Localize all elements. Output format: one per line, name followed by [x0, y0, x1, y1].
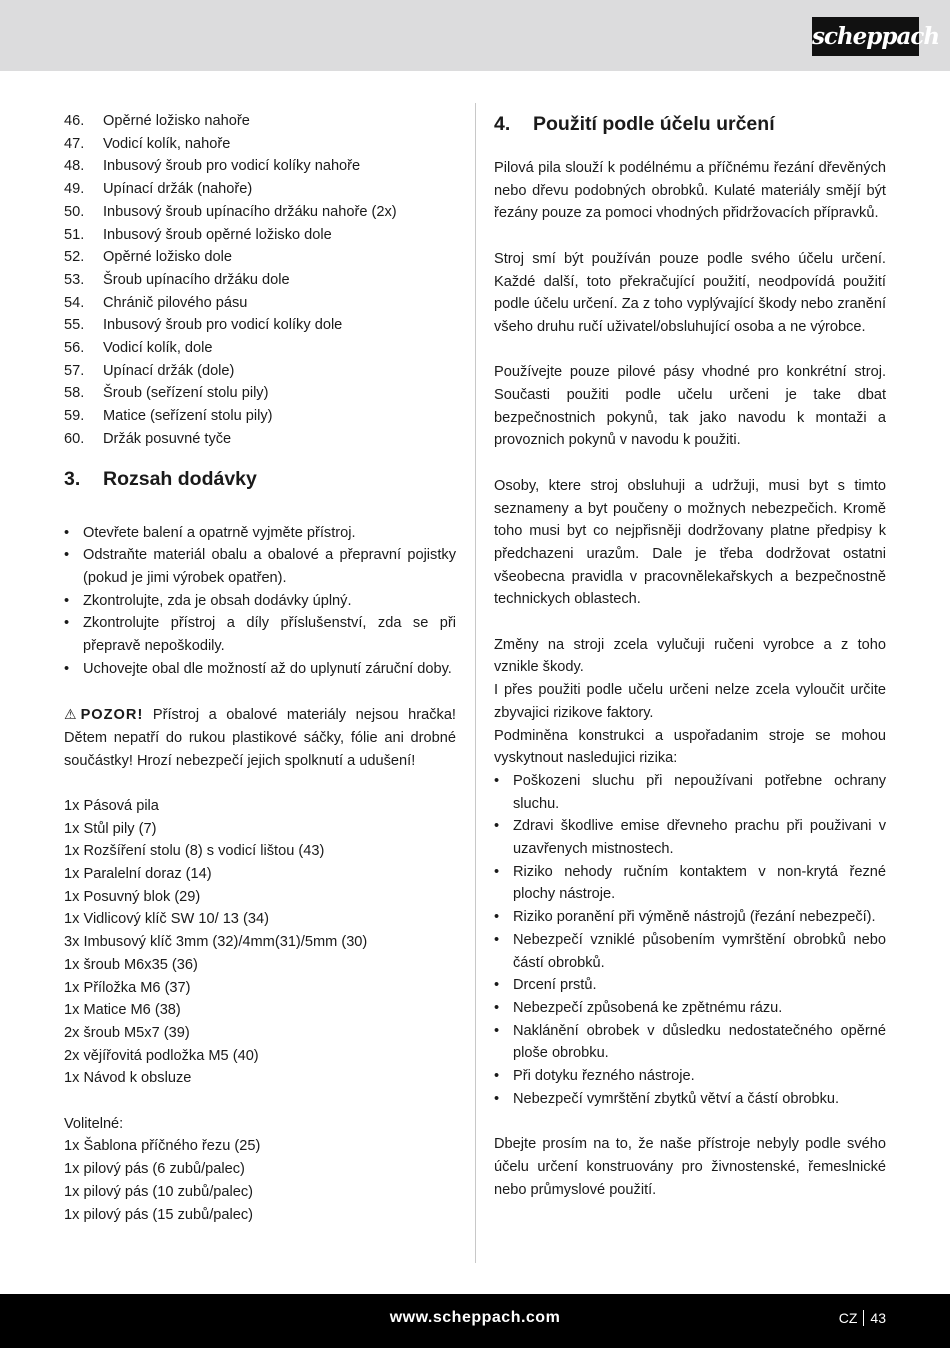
list-item: 1x pilový pás (10 zubů/palec)	[64, 1183, 254, 1200]
list-item: • Nebezpečí vzniklé působením vymrštění obrobků nebo částí obrobků.	[494, 931, 886, 971]
list-item: 53. Šroub upínacího držáku dole	[64, 271, 290, 288]
list-item: 1x Šablona příčného řezu (25)	[64, 1138, 261, 1155]
list-item: 48. Inbusový šroub pro vodicí kolíky nahoře	[64, 158, 361, 175]
page-number: 43	[870, 1310, 886, 1326]
header-bar	[0, 0, 950, 71]
list-item: 1x šroub M6x35 (36)	[64, 956, 198, 973]
list-item: 1x Rozšíření stolu (8) s vodicí lištou (43)	[64, 843, 325, 860]
list-item: 1x Příložka M6 (37)	[64, 979, 191, 996]
list-item: 1x Vidlicový klíč SW 10/ 13 (34)	[64, 911, 269, 928]
delivery-scope-list	[64, 795, 456, 1090]
paragraph: Osoby, ktere stroj obsluhuji a udržuji, musi byt s timto seznameny a byt poučeny o možnych nebezpečich. Kromě toho musi byt co nejpřisněji dodržovany platne předpisy k předchazeni urazům. Dale je třeba dodržovat ostatni všeobecna pravidla v pracovnělekařskych a bezpečnostně technickych oblastech.	[494, 477, 886, 608]
list-item: • Zkontrolujte, zda je obsah dodávky úplný.	[64, 592, 352, 609]
footer-bar	[0, 1294, 950, 1348]
list-item: • Otevřete balení a opatrně vyjměte přístroj.	[64, 524, 356, 541]
website-link[interactable]: www.scheppach.com	[389, 1309, 561, 1326]
list-item: 47. Vodicí kolík, nahoře	[64, 135, 231, 152]
list-item: 54. Chránič pilového pásu	[64, 294, 248, 311]
list-item: • Poškozeni sluchu při nepoužívani potřebne ochrany sluchu.	[494, 772, 886, 812]
list-item: • Uchovejte obal dle možností až do uplynutí záruční doby.	[64, 660, 452, 677]
list-item: 1x Stůl pily (7)	[64, 820, 157, 837]
list-item: • Riziko nehody ručním kontaktem v non-krytá řezné plochy nástroje.	[494, 863, 886, 903]
list-item: 2x šroub M5x7 (39)	[64, 1024, 190, 1041]
list-item: 55. Inbusový šroub pro vodicí kolíky dole	[64, 317, 343, 334]
list-item: • Riziko poranění při výměně nástrojů (řezání nebezpečí).	[494, 909, 876, 926]
language-code: CZ	[838, 1310, 858, 1326]
list-item: 3x Imbusový klíč 3mm (32)/4mm(31)/5mm (30)	[64, 934, 368, 951]
list-item: 49. Upínací držák (nahoře)	[64, 181, 253, 198]
list-item: 1x Pásová pila	[64, 797, 159, 814]
page-info	[839, 1310, 886, 1326]
list-item: • Nebezpečí způsobená ke zpětnému rázu.	[494, 999, 783, 1016]
list-item: 2x vějířovitá podložka M5 (40)	[64, 1047, 259, 1064]
list-item: 1x pilový pás (15 zubů/palec)	[64, 1206, 254, 1223]
scheppach-logo: scheppach	[812, 17, 919, 56]
parts-list	[64, 110, 456, 451]
list-item: 1x Paralelní doraz (14)	[64, 866, 212, 883]
optional-list	[64, 1135, 456, 1226]
list-item: 52. Opěrné ložisko dole	[64, 249, 232, 266]
list-item: 1x Návod k obsluze	[64, 1070, 192, 1087]
section-heading-intended-use: 4. Použití podle účelu určení	[494, 113, 775, 135]
list-item: 51. Inbusový šroub opěrné ložisko dole	[64, 226, 332, 243]
list-item: • Naklánění obrobek v důsledku nedostatečného opěrné ploše obrobku.	[494, 1022, 886, 1062]
warning-paragraph: ⚠ POZOR! Přístroj a obalové materiály nejsou hračka! Dětem nepatří do rukou plastikové sáčky, fólie ani drobné součástky! Hrozí nebezpečí jejich spolknutí a udušení!	[64, 703, 456, 772]
list-item: • Drcení prstů.	[494, 977, 597, 994]
risk-bullets	[494, 770, 886, 1111]
paragraph: Pilová pila slouží k podélnému a příčnému řezání dřevěných nebo dřevu podobných obrobků. Kulaté materiály smějí být řezány pouze za pomoci vhodných přidržovacích přípravků.	[494, 160, 886, 222]
list-item: 59. Matice (seřízení stolu pily)	[64, 408, 273, 425]
separator	[863, 1310, 864, 1326]
list-item: 57. Upínací držák (dole)	[64, 362, 235, 379]
list-item: 46. Opěrné ložisko nahoře	[64, 113, 250, 129]
list-item: 60. Držák posuvné tyče	[64, 430, 232, 447]
paragraph: Stroj smí být používán pouze podle svého účelu určení. Každé další, toto překračující použití, neodpovídá použití podle účelu určení. Za z toho vyplývající škody nebo zranění všeho druhu ručí uživatel/obsluhující osoba a ne výrobce.	[494, 250, 886, 335]
right-column	[494, 110, 886, 1201]
list-item: 58. Šroub (seřízení stolu pily)	[64, 385, 269, 402]
warning-triangle-icon: ⚠	[64, 706, 77, 723]
list-item: 1x Matice M6 (38)	[64, 1002, 181, 1019]
list-item: 1x pilový pás (6 zubů/palec)	[64, 1161, 245, 1178]
list-item: 56. Vodicí kolík, dole	[64, 340, 213, 357]
list-item: • Zdravi škodlive emise dřevneho prachu při použivani v uzavřenych mistnostech.	[494, 818, 886, 858]
list-item: • Při dotyku řezného nástroje.	[494, 1068, 695, 1085]
column-divider	[475, 103, 476, 1263]
section-heading-scope: 3. Rozsah dodávky	[64, 467, 257, 490]
paragraph: Změny na stroji zcela vylučuji ručeni vyrobce a z toho vznikle škody.	[494, 636, 886, 676]
paragraph: Používejte pouze pilové pásy vhodné pro konkrétní stroj. Současti použiti podle učelu určeni je take dbat bezpečnostnich pokynů, tak jako navodu k montaži a provoznich pokynů v navodu k použiti.	[494, 364, 886, 449]
list-item: • Zkontrolujte přístroj a díly příslušenství, zda se při přepravě nepoškodily.	[64, 615, 456, 655]
paragraph: Dbejte prosím na to, že naše přístroje nebyly podle svého účelu určení konstruovány pro živnostenské, řemeslnické nebo průmyslové použití.	[494, 1136, 886, 1198]
paragraph: Podminěna konstrukci a uspořadanim stroje se mohou vyskytnout nasledujici rizika:	[494, 727, 886, 767]
optional-title: Volitelné:	[64, 1115, 124, 1132]
list-item: • Nebezpečí vymrštění zbytků větví a částí obrobku.	[494, 1090, 840, 1107]
list-item: • Odstraňte materiál obalu a obalové a přepravní pojistky (pokud je jimi výrobek opatřen).	[64, 547, 456, 586]
list-item: 1x Posuvný blok (29)	[64, 888, 201, 905]
unpacking-bullets	[64, 522, 456, 681]
left-column	[64, 110, 456, 1226]
list-item: 50. Inbusový šroub upínacího držáku nahoře (2x)	[64, 203, 397, 220]
paragraph: I přes použiti podle učelu určeni nelze zcela vyloučit určite zbyvajici rizikove faktory.	[494, 682, 886, 721]
